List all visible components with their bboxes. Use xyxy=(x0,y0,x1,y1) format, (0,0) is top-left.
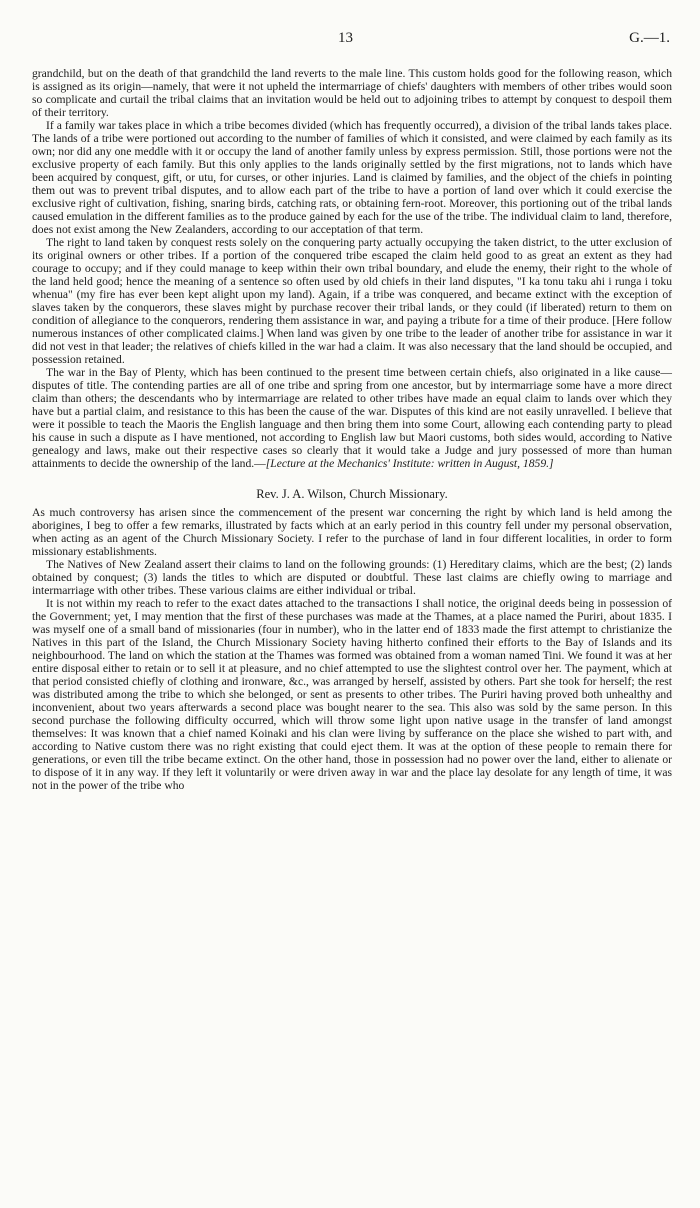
paragraph: grandchild, but on the death of that grandchild the land reverts to the male line. This custom holds good for the following reason, which is assigned as its origin—namely, that were it not upheld the intermarriage of chiefs' daughters with members of other tribes would soon so complicate and curtail the tribal claims that an invitation would be held out to adjoining tribes to attempt by conquest to despoil them of their territory. xyxy=(32,67,672,119)
paragraph: The Natives of New Zealand assert their claims to land on the following grounds: (1) Hereditary claims, which are the best; (2) lands obtained by conquest; (3) lands the titles to which are disputed or doubtful. These last claims are chiefly owing to marriage and intermarriage with other tribes. These various claims are either individual or tribal. xyxy=(32,558,672,597)
page-header xyxy=(32,30,670,50)
paragraph-text: The war in the Bay of Plenty, which has been continued to the present time between certain chiefs, also originated in a like cause—disputes of title. The contending parties are all of one tribe and spring from one ancestor, but by intermarriage some have a more direct claim than others; the descendants who by intermarriage are related to other tribes have made an equal claim to lands over which they have but a partial claim, and resistance to this has been the cause of the war. Disputes of this kind are not easily unravelled. I believe that were it possible to teach the Maoris the English language and then bring them into some Court, allowing each contending party to plead his cause in such a dispute as I have mentioned, not according to English law but Maori customs, both sides would, according to Native genealogy and laws, make out their respective cases so clearly that it would take a Judge and jury possessed of more than human attainments to decide the ownership of the land.— xyxy=(32,366,672,470)
document-reference: G.—1. xyxy=(629,30,670,46)
paragraph xyxy=(32,366,672,470)
source-attribution: [Lecture at the Mechanics' Institute: written in August, 1859.] xyxy=(265,457,554,470)
paragraph: As much controversy has arisen since the commencement of the present war concerning the right by which land is held among the aborigines, I beg to offer a few remarks, illustrated by facts which at an early period in this country fell under my personal observation, when acting as an agent of the Church Missionary Society. I refer to the purchase of land in four different localities, in order to form missionary establishments. xyxy=(32,506,672,558)
section-heading: Rev. J. A. Wilson, Church Missionary. xyxy=(256,487,448,501)
paragraph: The right to land taken by conquest rests solely on the conquering party actually occupying the taken district, to the utter exclusion of its original owners or other tribes. If a portion of the conquered tribe escaped the claim held good to as great an extent as they had courage to occupy; and if they could manage to keep within their own tribal boundary, and elude the enemy, their right to the whole of the land held good; hence the meaning of a sentence so often used by old chiefs in their land disputes, "I ka tonu taku ahi i runga i toku whenua" (my fire has ever been kept alight upon my land). Again, if a tribe was conquered, and became extinct with the exception of slaves taken by the conquerors, these slaves might by purchase recover their tribal lands, or they could (if liberated) return to them on condition of allegiance to the conquerors, rendering them assistance in war, and paying a tribute for a time of their produce. [Here follow numerous instances of other complicated claims.] When land was given by one tribe to the leader of another tribe for assistance in war it did not vest in that leader; the relatives of chiefs killed in the war had a claim. It was also necessary that the land should be occupied, and possession retained. xyxy=(32,236,672,366)
paragraph: If a family war takes place in which a tribe becomes divided (which has frequently occurred), a division of the tribal lands takes place. The lands of a tribe were portioned out according to the number of families of which it consisted, and were claimed by each family as its own; nor did any one meddle with it or occupy the land of another family unless by express permission. Still, those portions were not the exclusive property of each family. But this only applies to the lands originally settled by the first migrations, not to lands which have been acquired by conquest, gift, or utu, for curses, or other injuries. Land is claimed by families, and the object of the chiefs in pointing them out was to prevent tribal disputes, and to allow each part of the tribe to have a portion of land over which it could exercise the exclusive right of cultivation, fishing, snaring birds, catching rats, or obtaining fern-root. Moreover, this portioning out of the tribal lands caused emulation in the different families as to the produce gained by each for the use of the tribe. The individual claim to land, therefore, does not exist among the New Zealanders, according to our acceptation of that term. xyxy=(32,119,672,236)
paragraph: It is not within my reach to refer to the exact dates attached to the transactions I shall notice, the original deeds being in possession of the Government; yet, I may mention that the first of these purchases was made at the Thames, at a place named the Puriri, about 1835. I was myself one of a small band of missionaries (four in number), who in the latter end of 1833 made the first attempt to christianize the Natives in this part of the Island, the Church Missionary Society having hitherto confined their efforts to the Bay of Islands and its neighbourhood. The land on which the station at the Thames was formed was obtained from a woman named Tini. We found it was at her entire disposal either to retain or to sell it at pleasure, and no chief attempted to use the slightest control over her. The payment, which at that period consisted chiefly of clothing and ironware, &c., was arranged by herself, assisted by others. Part she took for herself; the rest was distributed among the tribe to which she belonged, or sent as presents to other tribes. The Puriri having proved both unhealthy and inconvenient, about two years afterwards a second place was bought nearer to the sea. This also was sold by the same person. In this second purchase the following difficulty occurred, which will throw some light upon native usage in the transfer of land amongst themselves: It was known that a chief named Koinaki and his clan were living by sufferance on the place she wished to part with, and according to Native custom there was no right existing that could eject them. It was at the option of these people to remain there for generations, or even till the tribe became extinct. On the other hand, those in possession had no power over the land, either to alienate or to dispose of it in any way. If they left it voluntarily or were driven away in war and the place lay desolate for any length of time, it was not in the power of the tribe who xyxy=(32,597,672,792)
page-number: 13 xyxy=(338,30,353,46)
body-text xyxy=(32,67,672,792)
